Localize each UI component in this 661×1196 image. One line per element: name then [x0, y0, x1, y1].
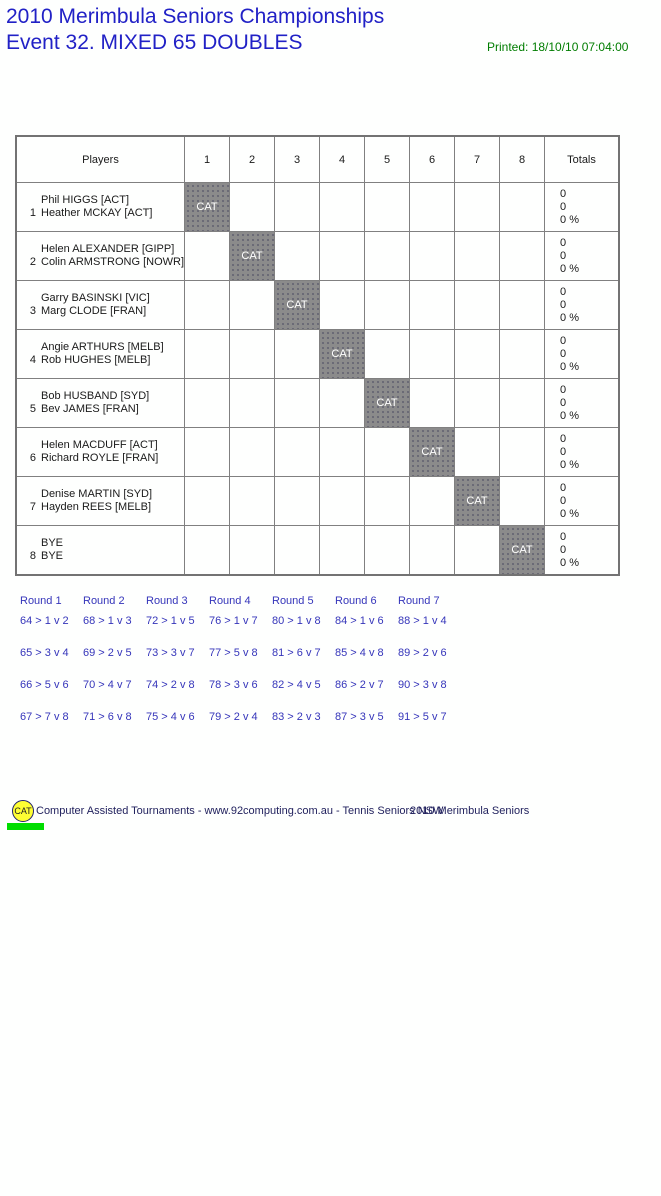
match-entry: 88 > 1 v 4 — [398, 615, 447, 627]
match-entry: 86 > 2 v 7 — [335, 679, 384, 691]
round-header: Round 2 — [83, 595, 125, 607]
round-header: Round 5 — [272, 595, 314, 607]
match-entry: 82 > 4 v 5 — [272, 679, 321, 691]
printed-timestamp: Printed: 18/10/10 07:04:00 — [487, 40, 629, 54]
seed-number: 2 — [29, 256, 36, 268]
grid-cell — [320, 477, 365, 526]
grid-cell — [275, 477, 320, 526]
grid-cell — [230, 526, 275, 576]
grid-cell — [275, 183, 320, 232]
grid-cell — [365, 526, 410, 576]
grid-cell — [320, 281, 365, 330]
seed-number: 1 — [29, 207, 36, 219]
column-header-6: 6 — [410, 136, 455, 183]
totals-column-header: Totals — [545, 136, 620, 183]
player-1-name: Angie ARTHURS [MELB] — [41, 341, 164, 353]
players-cell — [16, 281, 185, 330]
grid-cell — [500, 477, 545, 526]
grid-cell — [365, 183, 410, 232]
table-row — [16, 379, 619, 428]
match-entry: 72 > 1 v 5 — [146, 615, 195, 627]
grid-cell — [320, 232, 365, 281]
grid-cell — [500, 379, 545, 428]
grid-cell — [275, 379, 320, 428]
round-header: Round 1 — [20, 595, 62, 607]
grid-cell — [320, 183, 365, 232]
match-entry: 81 > 6 v 7 — [272, 647, 321, 659]
totals-cell — [545, 183, 620, 232]
column-header-7: 7 — [455, 136, 500, 183]
seed-number: 3 — [29, 305, 36, 317]
grid-cell — [185, 428, 230, 477]
round-column — [272, 595, 335, 743]
total-percent: 0 % — [560, 458, 579, 471]
grid-cell — [455, 379, 500, 428]
players-cell — [16, 183, 185, 232]
grid-cell — [455, 428, 500, 477]
round-robin-table — [15, 135, 620, 576]
match-entry: 84 > 1 v 6 — [335, 615, 384, 627]
match-entry: 89 > 2 v 6 — [398, 647, 447, 659]
total-wins: 0 — [560, 334, 567, 347]
grid-cell — [320, 428, 365, 477]
round-column — [146, 595, 209, 743]
round-column — [83, 595, 146, 743]
players-cell — [16, 330, 185, 379]
totals-cell — [545, 379, 620, 428]
grid-cell — [365, 232, 410, 281]
table-row — [16, 232, 619, 281]
seed-number: 7 — [29, 501, 36, 513]
match-entry: 68 > 1 v 3 — [83, 615, 132, 627]
grid-cell — [455, 526, 500, 576]
player-1-name: Helen MACDUFF [ACT] — [41, 439, 158, 451]
grid-cell — [410, 330, 455, 379]
total-sets: 0 — [560, 249, 567, 262]
grid-cell — [365, 477, 410, 526]
total-sets: 0 — [560, 298, 567, 311]
grid-cell — [230, 330, 275, 379]
event-title: Event 32. MIXED 65 DOUBLES — [6, 31, 303, 54]
match-entry: 71 > 6 v 8 — [83, 711, 132, 723]
grid-cell — [185, 477, 230, 526]
round-header: Round 3 — [146, 595, 188, 607]
round-column — [209, 595, 272, 743]
total-wins: 0 — [560, 187, 567, 200]
match-entry: 77 > 5 v 8 — [209, 647, 258, 659]
player-1-name: Bob HUSBAND [SYD] — [41, 390, 150, 402]
grid-cell — [230, 428, 275, 477]
seed-number: 4 — [29, 354, 36, 366]
grid-cell — [185, 526, 230, 576]
player-2-name: Richard ROYLE [FRAN] — [41, 452, 159, 464]
player-2-name: Bev JAMES [FRAN] — [41, 403, 139, 415]
match-entry: 75 > 4 v 6 — [146, 711, 195, 723]
grid-cell — [275, 330, 320, 379]
grid-cell — [185, 379, 230, 428]
total-sets: 0 — [560, 347, 567, 360]
column-header-4: 4 — [320, 136, 365, 183]
round-column — [398, 595, 461, 743]
grid-cell — [365, 330, 410, 379]
totals-cell — [545, 281, 620, 330]
logo-underline-bar — [7, 823, 44, 830]
match-entry: 70 > 4 v 7 — [83, 679, 132, 691]
cat-cell: CAT — [230, 232, 275, 281]
total-wins: 0 — [560, 530, 567, 543]
total-percent: 0 % — [560, 507, 579, 520]
grid-cell — [275, 428, 320, 477]
grid-cell — [500, 281, 545, 330]
player-2-name: Hayden REES [MELB] — [41, 501, 152, 513]
round-column — [335, 595, 398, 743]
rounds-schedule — [20, 595, 461, 743]
total-sets: 0 — [560, 494, 567, 507]
total-percent: 0 % — [560, 311, 579, 324]
table-row — [16, 281, 619, 330]
total-wins: 0 — [560, 236, 567, 249]
match-entry: 91 > 5 v 7 — [398, 711, 447, 723]
footer-event-name: 2010 Merimbula Seniors — [410, 805, 530, 817]
round-header: Round 4 — [209, 595, 251, 607]
grid-cell — [230, 379, 275, 428]
total-percent: 0 % — [560, 360, 579, 373]
grid-cell — [275, 526, 320, 576]
grid-cell — [185, 330, 230, 379]
player-2-name: Heather MCKAY [ACT] — [41, 207, 153, 219]
match-entry: 85 > 4 v 8 — [335, 647, 384, 659]
grid-cell — [320, 379, 365, 428]
players-cell — [16, 232, 185, 281]
table-row — [16, 477, 619, 526]
player-1-name: Phil HIGGS [ACT] — [41, 194, 130, 206]
match-entry: 64 > 1 v 2 — [20, 615, 69, 627]
table-header-row — [16, 136, 619, 183]
cat-cell: CAT — [410, 428, 455, 477]
match-entry: 74 > 2 v 8 — [146, 679, 195, 691]
player-1-name: Garry BASINSKI [VIC] — [41, 292, 150, 304]
total-percent: 0 % — [560, 262, 579, 275]
match-entry: 79 > 2 v 4 — [209, 711, 258, 723]
cat-logo-icon: CAT — [12, 800, 34, 822]
grid-cell — [365, 281, 410, 330]
total-sets: 0 — [560, 543, 567, 556]
table-row — [16, 526, 619, 576]
grid-cell — [500, 330, 545, 379]
grid-cell — [185, 281, 230, 330]
match-entry: 67 > 7 v 8 — [20, 711, 69, 723]
column-header-1: 1 — [185, 136, 230, 183]
match-entry: 65 > 3 v 4 — [20, 647, 69, 659]
grid-cell — [500, 232, 545, 281]
player-1-name: BYE — [41, 537, 64, 549]
grid-cell — [455, 330, 500, 379]
cat-cell: CAT — [320, 330, 365, 379]
round-header: Round 7 — [398, 595, 440, 607]
seed-number: 5 — [29, 403, 36, 415]
match-entry: 66 > 5 v 6 — [20, 679, 69, 691]
grid-cell — [455, 183, 500, 232]
totals-cell — [545, 477, 620, 526]
players-cell — [16, 379, 185, 428]
seed-number: 8 — [29, 550, 36, 562]
total-sets: 0 — [560, 445, 567, 458]
player-1-name: Denise MARTIN [SYD] — [41, 488, 153, 500]
grid-cell — [455, 232, 500, 281]
page-title: 2010 Merimbula Seniors Championships — [6, 5, 385, 28]
grid-cell — [275, 232, 320, 281]
totals-cell — [545, 232, 620, 281]
table-row — [16, 330, 619, 379]
totals-cell — [545, 428, 620, 477]
grid-cell — [410, 379, 455, 428]
round-column — [20, 595, 83, 743]
grid-cell — [185, 232, 230, 281]
grid-cell — [230, 477, 275, 526]
total-percent: 0 % — [560, 213, 579, 226]
players-cell — [16, 477, 185, 526]
total-wins: 0 — [560, 432, 567, 445]
match-entry: 87 > 3 v 5 — [335, 711, 384, 723]
column-header-8: 8 — [500, 136, 545, 183]
grid-cell — [410, 232, 455, 281]
players-cell — [16, 428, 185, 477]
match-entry: 73 > 3 v 7 — [146, 647, 195, 659]
match-entry: 83 > 2 v 3 — [272, 711, 321, 723]
player-2-name: BYE — [41, 550, 64, 562]
totals-cell — [545, 526, 620, 576]
cat-cell: CAT — [455, 477, 500, 526]
player-2-name: Colin ARMSTRONG [NOWR] — [41, 256, 185, 268]
table-row — [16, 183, 619, 232]
grid-cell — [455, 281, 500, 330]
cat-cell: CAT — [185, 183, 230, 232]
total-wins: 0 — [560, 285, 567, 298]
round-header: Round 6 — [335, 595, 377, 607]
header — [6, 4, 384, 56]
match-entry: 90 > 3 v 8 — [398, 679, 447, 691]
cat-cell: CAT — [365, 379, 410, 428]
grid-cell — [410, 477, 455, 526]
column-header-2: 2 — [230, 136, 275, 183]
match-entry: 76 > 1 v 7 — [209, 615, 258, 627]
footer — [0, 796, 661, 836]
seed-number: 6 — [29, 452, 36, 464]
grid-cell — [230, 281, 275, 330]
players-column-header: Players — [16, 136, 185, 183]
player-2-name: Rob HUGHES [MELB] — [41, 354, 151, 366]
totals-cell — [545, 330, 620, 379]
column-header-3: 3 — [275, 136, 320, 183]
cat-cell: CAT — [275, 281, 320, 330]
total-percent: 0 % — [560, 556, 579, 569]
match-entry: 78 > 3 v 6 — [209, 679, 258, 691]
player-2-name: Marg CLODE [FRAN] — [41, 305, 147, 317]
total-wins: 0 — [560, 481, 567, 494]
players-cell — [16, 526, 185, 576]
column-header-5: 5 — [365, 136, 410, 183]
footer-attribution: Computer Assisted Tournaments - www.92computing.com.au - Tennis Seniors NSW — [36, 805, 444, 817]
grid-cell — [500, 183, 545, 232]
match-entry: 69 > 2 v 5 — [83, 647, 132, 659]
grid-cell — [230, 183, 275, 232]
cat-cell: CAT — [500, 526, 545, 576]
grid-cell — [365, 428, 410, 477]
grid-cell — [320, 526, 365, 576]
grid-cell — [410, 281, 455, 330]
total-percent: 0 % — [560, 409, 579, 422]
total-wins: 0 — [560, 383, 567, 396]
grid-cell — [410, 183, 455, 232]
player-1-name: Helen ALEXANDER [GIPP] — [41, 243, 175, 255]
match-entry: 80 > 1 v 8 — [272, 615, 321, 627]
total-sets: 0 — [560, 396, 567, 409]
grid-cell — [500, 428, 545, 477]
grid-cell — [410, 526, 455, 576]
table-row — [16, 428, 619, 477]
total-sets: 0 — [560, 200, 567, 213]
